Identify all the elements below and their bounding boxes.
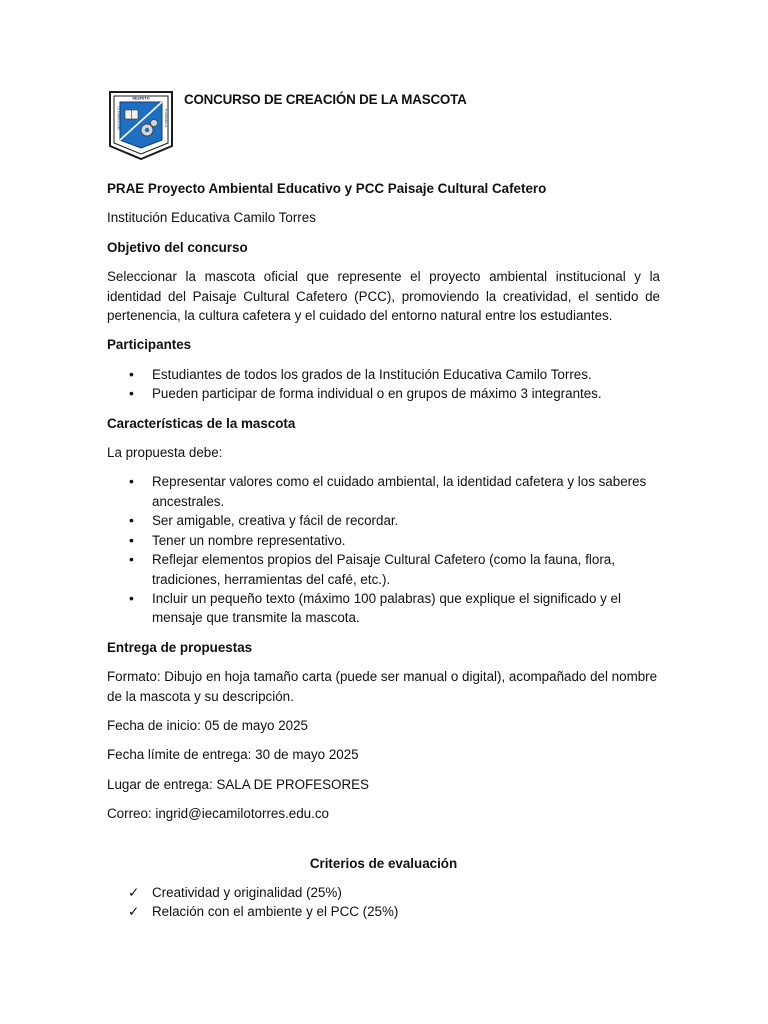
document-body xyxy=(107,179,660,922)
criteria-item-text: Creatividad y originalidad (25%) xyxy=(152,884,342,900)
criteria-list xyxy=(107,883,660,922)
delivery-start-date: Fecha de inicio: 05 de mayo 2025 xyxy=(107,717,308,733)
document-title: CONCURSO DE CREACIÓN DE LA MASCOTA xyxy=(184,92,467,107)
project-title: PRAE Proyecto Ambiental Educativo y PCC Paisaje Cultural Cafetero xyxy=(107,181,547,196)
delivery-deadline: Fecha límite de entrega: 30 de mayo 2025 xyxy=(107,747,359,763)
list-item: • Representar valores como el cuidado ambiental, la identidad cafetera y los saberes ancestrales. xyxy=(107,472,660,511)
delivery-heading: Entrega de propuestas xyxy=(107,639,253,655)
checkmark-icon: ✓ xyxy=(128,884,140,900)
school-crest-icon xyxy=(107,90,175,160)
criteria-item-text: Relación con el ambiente y el PCC (25%) xyxy=(152,904,399,920)
characteristics-intro: La propuesta debe: xyxy=(107,445,223,461)
list-item: • Pueden participar de forma individual o en grupos de máximo 3 integrantes. xyxy=(107,384,660,403)
crest-top-banner: RESPETO xyxy=(132,96,150,101)
participants-list xyxy=(107,365,660,404)
document-header xyxy=(107,90,667,162)
list-item xyxy=(107,883,660,902)
characteristics-list xyxy=(107,472,660,627)
criteria-heading: Criterios de evaluación xyxy=(309,855,458,871)
delivery-email: Correo: ingrid@iecamilotorres.edu.co xyxy=(107,806,329,822)
list-item xyxy=(107,902,660,921)
list-item: • Tener un nombre representativo. xyxy=(107,531,660,550)
crest-right-banner: TOLERANCIA xyxy=(164,108,168,128)
delivery-format: Formato: Dibujo en hoja tamaño carta (puede ser manual o digital), acompañado del nombre de la mascota y su descripción. xyxy=(107,669,658,704)
delivery-place: Lugar de entrega: SALA DE PROFESORES xyxy=(107,776,369,792)
list-item: • Incluir un pequeño texto (máximo 100 palabras) que explique el significado y el mensaje que transmite la mascota. xyxy=(107,589,660,628)
objective-heading: Objetivo del concurso xyxy=(107,239,248,255)
list-item: • Estudiantes de todos los grados de la Institución Educativa Camilo Torres. xyxy=(107,365,660,384)
institution-name: Institución Educativa Camilo Torres xyxy=(107,210,316,226)
crest-left-banner: LA FORMACIÓN xyxy=(116,106,121,130)
objective-text: Seleccionar la mascota oficial que represente el proyecto ambiental institucional y la identidad del Paisaje Cultural Cafetero (PCC), promoviendo la creatividad, el sentido de pertenencia, la cultura cafetera y el cuidado del entorno natural entre los estudiantes. xyxy=(107,269,660,324)
list-item: • Reflejar elementos propios del Paisaje Cultural Cafetero (como la fauna, flora, tradiciones, herramientas del café, etc.). xyxy=(107,550,660,589)
participants-heading: Participantes xyxy=(107,337,192,353)
list-item: • Ser amigable, creativa y fácil de recordar. xyxy=(107,511,660,530)
checkmark-icon: ✓ xyxy=(128,904,140,920)
characteristics-heading: Características de la mascota xyxy=(107,415,296,431)
